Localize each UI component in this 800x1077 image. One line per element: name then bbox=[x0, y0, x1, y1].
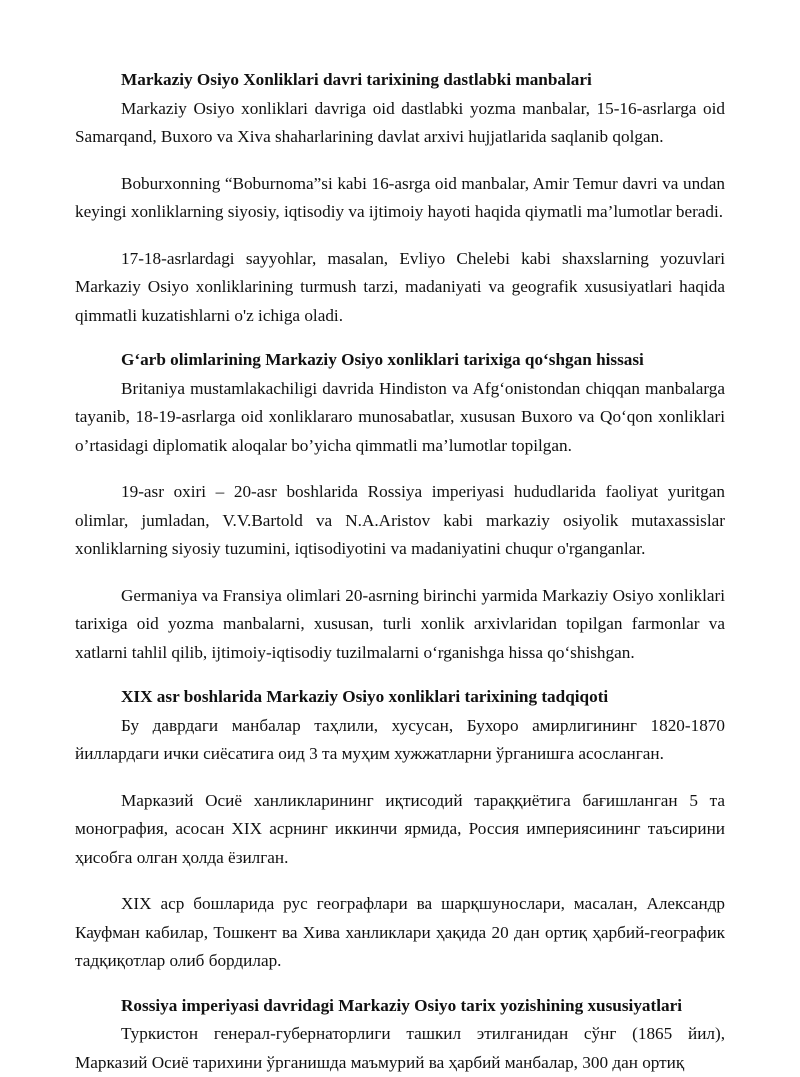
section-russian-empire-historiography bbox=[75, 992, 725, 1077]
paragraph: XIX аср бошларида рус географлари ва шарқшунослари, масалан, Александр Кауфман кабилар, Тошкент ва Хива ханликлари ҳақида 20 дан ортиқ ҳарбий-географик тадқиқотлар олиб бордилар. bbox=[75, 890, 725, 976]
paragraph: Britaniya mustamlakachiligi davrida Hindiston va Afg‘onistondan chiqqan manbalarga tayanib, 18-19-asrlarga oid xonliklararo munosabatlar, xususan Buxoro va Qo‘qon xonliklari o’rtasidagi diplomatik aloqalar bo’yicha qimmatli ma’lumotlar topilgan. bbox=[75, 375, 725, 461]
document-body bbox=[75, 66, 725, 1077]
section-19th-century-research bbox=[75, 683, 725, 976]
paragraph: Марказий Осиё ханликларининг иқтисодий тараққиётига бағишланган 5 та монография, асосан XIX асрнинг иккинчи ярмида, Россия империясининг таъсирини ҳисобга олган ҳолда ёзилган. bbox=[75, 787, 725, 873]
paragraph: Germaniya va Fransiya olimlari 20-asrning birinchi yarmida Markaziy Osiyo xonliklari tarixiga oid yozma manbalarni, xususan, turli xonlik arxivlaridan topilgan farmonlar va xatlarni tahlil qilib, ijtimoiy-iqtisodiy tuzilmalarni o‘rganishga hissa qo‘shishgan. bbox=[75, 582, 725, 668]
section-early-sources bbox=[75, 66, 725, 330]
section-western-scholars bbox=[75, 346, 725, 667]
paragraph: Бу даврдаги манбалар таҳлили, хусусан, Бухоро амирлигининг 1820-1870 йиллардаги ички сиёсатига оид 3 та муҳим хужжатларни ўрганишга асосланган. bbox=[75, 712, 725, 769]
paragraph: 17-18-asrlardagi sayyohlar, masalan, Evliyo Chelebi kabi shaxslarning yozuvlari Markaziy Osiyo xonliklarining turmush tarzi, madaniyati va geografik xususiyatlari haqida qimmatli kuzatishlarni o'z ichiga oladi. bbox=[75, 245, 725, 331]
paragraph: Туркистон генерал-губернаторлиги ташкил этилганидан сўнг (1865 йил), Марказий Осиё тарихини ўрганишда маъмурий ва ҳарбий манбалар, 300 дан ортиқ bbox=[75, 1020, 725, 1077]
paragraph: 19-asr oxiri – 20-asr boshlarida Rossiya imperiyasi hududlarida faoliyat yuritgan olimlar, jumladan, V.V.Bartold va N.A.Aristov kabi markaziy osiyolik mutaxassislar xonliklarning siyosiy tuzumini, iqtisodiyotini va madaniyatini chuqur o'rganganlar. bbox=[75, 478, 725, 564]
section-heading: G‘arb olimlarining Markaziy Osiyo xonliklari tarixiga qo‘shgan hissasi bbox=[75, 346, 725, 375]
section-heading: XIX asr boshlarida Markaziy Osiyo xonliklari tarixining tadqiqoti bbox=[75, 683, 725, 712]
paragraph: Markaziy Osiyo xonliklari davriga oid dastlabki yozma manbalar, 15-16-asrlarga oid Samarqand, Buxoro va Xiva shaharlarining davlat arxivi hujjatlarida saqlanib qolgan. bbox=[75, 95, 725, 152]
paragraph: Boburxonning “Boburnoma”si kabi 16-asrga oid manbalar, Amir Temur davri va undan keyingi xonliklarning siyosiy, iqtisodiy va ijtimoiy hayoti haqida qiymatli ma’lumotlar beradi. bbox=[75, 170, 725, 227]
section-heading: Markaziy Osiyo Xonliklari davri tarixining dastlabki manbalari bbox=[75, 66, 725, 95]
section-heading: Rossiya imperiyasi davridagi Markaziy Osiyo tarix yozishining xususiyatlari bbox=[75, 992, 725, 1021]
